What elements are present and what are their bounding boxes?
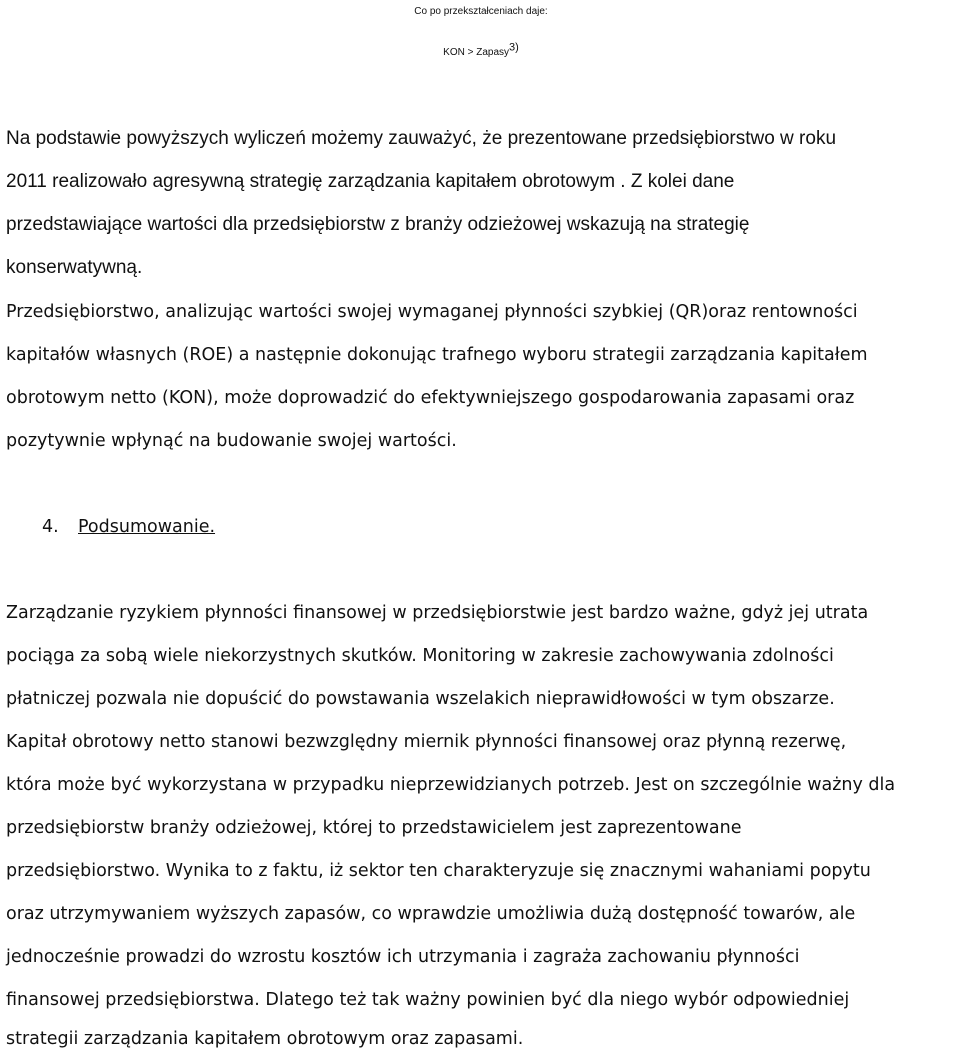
intro-line [6,1,956,23]
paragraph3-line: Kapitał obrotowy netto stanowi bezwzględny miernik płynności finansowej oraz płynną rezerwę, [6,732,847,752]
paragraph3-line: przedsiębiorstwo. Wynika to z faktu, iż sektor ten charakteryzuje się znacznymi wahaniami popytu [6,861,871,881]
formula-text: KON > Zapasy [443,47,510,58]
paragraph3-line: pociąga za sobą wiele niekorzystnych skutków. Monitoring w zakresie zachowywania zdolności [6,646,834,666]
formula-footnote: 3) [509,41,519,54]
section-title: Podsumowanie. [78,517,216,537]
formula-line [6,42,956,64]
section-number: 4. [42,517,59,537]
paragraph2-line: Przedsiębiorstwo, analizując wartości swojej wymaganej płynności szybkiej (QR)oraz rentowności [6,302,858,322]
paragraph3-line: strategii zarządzania kapitałem obrotowym oraz zapasami. [6,1029,524,1049]
paragraph3-line: finansowej przedsiębiorstwa. Dlatego też tak ważny powinien być dla niego wybór odpowiedniej [6,990,850,1010]
paragraph3-line: jednocześnie prowadzi do wzrostu kosztów ich utrzymania i zagraża zachowaniu płynności [6,947,800,967]
paragraph3-line: oraz utrzymywaniem wyższych zapasów, co wprawdzie umożliwia dużą dostępność towarów, ale [6,904,856,924]
paragraph2-line: pozytywnie wpłynąć na budowanie swojej wartości. [6,431,457,451]
paragraph3-line: która może być wykorzystana w przypadku nieprzewidzianych potrzeb. Jest on szczególnie ważny dla [6,775,896,795]
paragraph3-line: płatniczej pozwala nie dopuścić do powstawania wszelakich nieprawidłowości w tym obszarze. [6,689,835,709]
paragraph3-line: przedsiębiorstw branży odzieżowej, której to przedstawicielem jest zaprezentowane [6,818,742,838]
paragraph3-line: Zarządzanie ryzykiem płynności finansowej w przedsiębiorstwie jest bardzo ważne, gdyż jej utrata [6,603,869,623]
paragraph1-line: 2011 realizowało agresywną strategię zarządzania kapitałem obrotowym . Z kolei dane [6,171,735,192]
paragraph1-line: przedstawiające wartości dla przedsiębiorstw z branży odzieżowej wskazują na strategię [6,214,750,235]
paragraph2-line: obrotowym netto (KON), może doprowadzić do efektywniejszego gospodarowania zapasami oraz [6,388,855,408]
paragraph2-line: kapitałów własnych (ROE) a następnie dokonując trafnego wyboru strategii zarządzania kapitałem [6,345,868,365]
intro-text: Co po przekształceniach daje: [414,6,548,17]
paragraph1-line: konserwatywną. [6,257,143,278]
paragraph1-line: Na podstawie powyższych wyliczeń możemy zauważyć, że prezentowane przedsiębiorstwo w roku [6,128,837,149]
